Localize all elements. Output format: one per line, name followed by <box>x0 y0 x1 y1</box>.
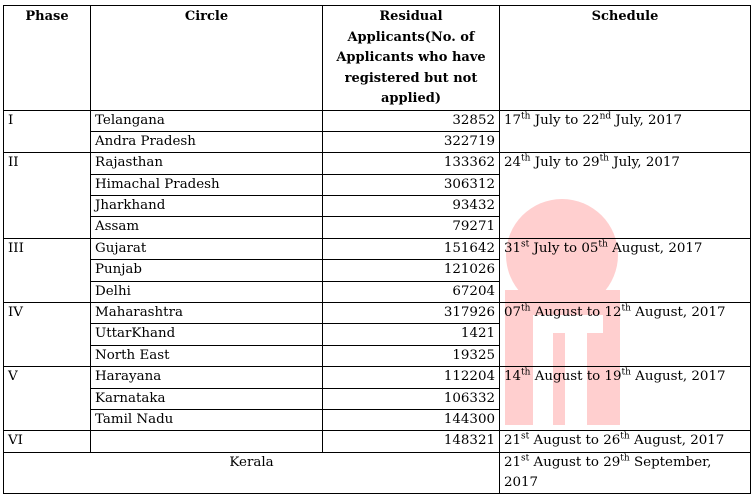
residual-count-cell: 322719 <box>323 131 500 152</box>
ordinal-suffix: th <box>621 367 631 378</box>
residual-count-cell: 79271 <box>323 217 500 238</box>
circle-cell: Harayana <box>91 367 323 388</box>
residual-count-cell: 19325 <box>323 345 500 366</box>
ordinal-suffix: th <box>620 431 630 442</box>
circle-cell: Maharashtra <box>91 303 323 324</box>
table-row <box>4 303 751 324</box>
circle-cell: Himachal Pradesh <box>91 174 323 195</box>
phase-cell: I <box>4 110 91 153</box>
ordinal-suffix: st <box>521 239 530 250</box>
ordinal-suffix: th <box>621 303 631 314</box>
circle-cell: UttarKhand <box>91 324 323 345</box>
table-row <box>4 367 751 388</box>
residual-count-cell: 67204 <box>323 281 500 302</box>
kerala-row <box>4 452 751 493</box>
circle-cell: Telangana <box>91 110 323 131</box>
ordinal-suffix: th <box>599 153 609 164</box>
residual-count-cell: 106332 <box>323 388 500 409</box>
ordinal-suffix: th <box>521 153 531 164</box>
circle-cell: Rajasthan <box>91 153 323 174</box>
circle-cell: Assam <box>91 217 323 238</box>
circle-cell: North East <box>91 345 323 366</box>
circle-cell: Jharkhand <box>91 196 323 217</box>
schedule-cell: 24th July to 29th July, 2017 <box>500 153 751 239</box>
table-row <box>4 238 751 259</box>
residual-count-cell: 148321 <box>323 431 500 452</box>
circle-cell <box>91 431 323 452</box>
table-row <box>4 431 751 452</box>
residual-count-cell: 317926 <box>323 303 500 324</box>
schedule-cell: 07th August to 12th August, 2017 <box>500 303 751 367</box>
table-row <box>4 110 751 131</box>
residual-count-cell: 306312 <box>323 174 500 195</box>
phase-cell: VI <box>4 431 91 452</box>
table-body <box>4 110 751 493</box>
residual-count-cell: 93432 <box>323 196 500 217</box>
residual-count-cell: 112204 <box>323 367 500 388</box>
phase-cell: III <box>4 238 91 302</box>
header-circle: Circle <box>91 6 323 111</box>
ordinal-suffix: st <box>521 453 530 464</box>
kerala-label: Kerala <box>4 452 500 493</box>
header-row <box>4 6 751 111</box>
residual-count-cell: 133362 <box>323 153 500 174</box>
schedule-cell: 21st August to 26th August, 2017 <box>500 431 751 452</box>
header-schedule: Schedule <box>500 6 751 111</box>
ordinal-suffix: th <box>521 303 531 314</box>
header-phase: Phase <box>4 6 91 111</box>
ordinal-suffix: nd <box>599 111 612 122</box>
circle-cell: Delhi <box>91 281 323 302</box>
table-row <box>4 153 751 174</box>
circle-cell: Gujarat <box>91 238 323 259</box>
residual-count-cell: 144300 <box>323 409 500 430</box>
kerala-schedule-cell: 21st August to 29th September, 2017 <box>500 452 751 493</box>
phase-cell: V <box>4 367 91 431</box>
schedule-table <box>3 5 751 494</box>
ordinal-suffix: th <box>620 453 630 464</box>
ordinal-suffix: th <box>598 239 608 250</box>
schedule-cell: 17th July to 22nd July, 2017 <box>500 110 751 153</box>
header-residual: Residual Applicants(No. of Applicants who have registered but not applied) <box>323 6 500 111</box>
residual-count-cell: 1421 <box>323 324 500 345</box>
ordinal-suffix: th <box>521 367 531 378</box>
residual-count-cell: 121026 <box>323 260 500 281</box>
ordinal-suffix: st <box>521 431 530 442</box>
phase-cell: II <box>4 153 91 239</box>
schedule-cell: 14th August to 19th August, 2017 <box>500 367 751 431</box>
circle-cell: Andra Pradesh <box>91 131 323 152</box>
phase-cell: IV <box>4 303 91 367</box>
residual-count-cell: 32852 <box>323 110 500 131</box>
circle-cell: Tamil Nadu <box>91 409 323 430</box>
ordinal-suffix: th <box>521 111 531 122</box>
residual-count-cell: 151642 <box>323 238 500 259</box>
circle-cell: Karnataka <box>91 388 323 409</box>
schedule-cell: 31st July to 05th August, 2017 <box>500 238 751 302</box>
circle-cell: Punjab <box>91 260 323 281</box>
